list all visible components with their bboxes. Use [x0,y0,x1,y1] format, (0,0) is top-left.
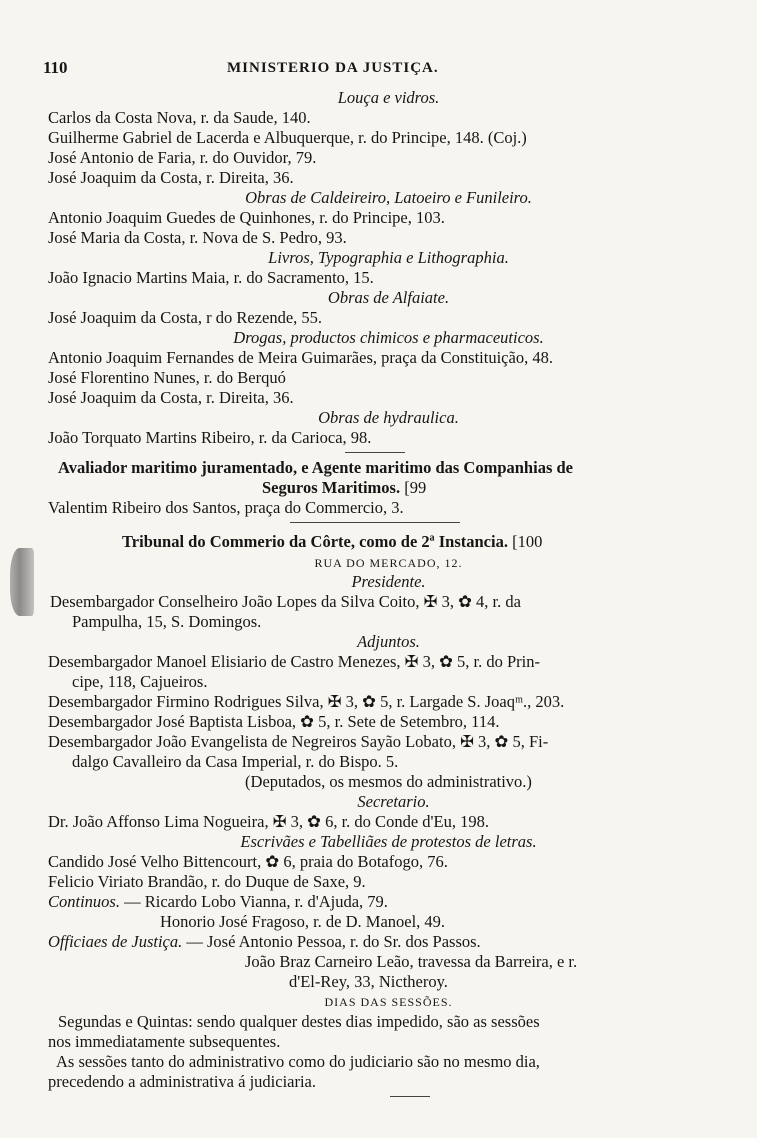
paragraph: precedendo a administrativa á judiciaria. [48,1072,317,1091]
list-item: João Ignacio Martins Maia, r. do Sacramento, 15. [48,268,374,287]
list-item: Desembargador Firmino Rodrigues Silva, ✠ 3, ✿ 5, r. Largade S. Joaqᵐ., 203. [48,692,565,711]
section-heading-hydraulica: Obras de hydraulica. [318,408,459,427]
list-item: cipe, 118, Cajueiros. [72,672,208,691]
section-divider [345,452,405,453]
section-divider [290,522,460,523]
page-number: 110 [43,58,68,77]
list-item: Candido José Velho Bittencourt, ✿ 6, praia do Botafogo, 76. [48,852,448,871]
list-item: João Braz Carneiro Leão, travessa da Barreira, e r. [245,952,578,971]
list-item: — Ricardo Lobo Vianna, r. d'Ajuda, 79. [124,892,388,911]
list-item: Carlos da Costa Nova, r. da Saude, 140. [48,108,311,127]
avaliador-ref: [99 [404,478,427,497]
section-heading-alfaiate: Obras de Alfaiate. [327,288,450,307]
tribunal-ref: [100 [512,532,543,551]
list-item: José Joaquim da Costa, r do Rezende, 55. [48,308,323,327]
dias-heading: DIAS DAS SESSÕES. [324,995,453,1009]
escrivaes-heading: Escrivães e Tabelliães de protestos de letras. [240,832,537,851]
list-item: Desembargador Manoel Elisiario de Castro Menezes, ✠ 3, ✿ 5, r. do Prin- [48,652,540,671]
avaliador-subtitle: Seguros Maritimos. [262,478,401,497]
list-item: João Torquato Martins Ribeiro, r. da Carioca, 98. [48,428,372,447]
section-heading-livros: Livros, Typographia e Lithographia. [268,248,509,267]
list-item: José Maria da Costa, r. Nova de S. Pedro, 93. [48,228,347,247]
list-item: Guilherme Gabriel de Lacerda e Albuquerque, r. do Principe, 148. (Coj.) [48,128,527,147]
presidente-heading: Presidente. [351,572,426,591]
section-heading-drogas: Drogas, productos chimicos e pharmaceuticos. [233,328,544,347]
list-item: Desembargador Conselheiro João Lopes da Silva Coito, ✠ 3, ✿ 4, r. da [50,592,521,611]
paragraph: As sessões tanto do administrativo como do judiciario são no mesmo dia, [56,1052,540,1071]
avaliador-title: Avaliador maritimo juramentado, e Agente maritimo das Companhias de [58,458,573,477]
list-item: Valentim Ribeiro dos Santos, praça do Commercio, 3. [48,498,404,517]
ink-stain-mark [10,548,34,616]
list-item: Dr. João Affonso Lima Nogueira, ✠ 3, ✿ 6, r. do Conde d'Eu, 198. [48,812,489,831]
deputados-note: (Deputados, os mesmos do administrativo.) [245,772,532,791]
paragraph: Segundas e Quintas: sendo qualquer destes dias impedido, são as sessões [58,1012,540,1031]
list-item: — José Antonio Pessoa, r. do Sr. dos Passos. [186,932,481,951]
list-item: dalgo Cavalleiro da Casa Imperial, r. do Bispo. 5. [72,752,399,771]
tribunal-address: RUA DO MERCADO, 12. [314,556,463,570]
list-item: José Florentino Nunes, r. do Berquó [48,368,286,387]
officiaes-line [0,932,757,952]
avaliador-title-line2 [262,478,757,498]
officiaes-label: Officiaes de Justiça. [48,932,183,951]
list-item: Honorio José Fragoso, r. de D. Manoel, 49. [160,912,446,931]
running-title: MINISTERIO DA JUSTIÇA. [227,60,439,76]
section-heading-louca: Louça e vidros. [337,88,440,107]
tribunal-title-line [122,532,757,552]
adjuntos-heading: Adjuntos. [357,632,420,651]
list-item: José Joaquim da Costa, r. Direita, 36. [48,168,294,187]
list-item: Antonio Joaquim Fernandes de Meira Guimarães, praça da Constituição, 48. [48,348,553,367]
list-item: Pampulha, 15, S. Domingos. [72,612,262,631]
list-item: José Joaquim da Costa, r. Direita, 36. [48,388,294,407]
list-item: Felicio Viriato Brandão, r. do Duque de Saxe, 9. [48,872,366,891]
section-heading-caldeireiro: Obras de Caldeireiro, Latoeiro e Funileiro. [245,188,532,207]
continuos-line [0,892,757,912]
end-divider [390,1096,430,1097]
list-item: José Antonio de Faria, r. do Ouvidor, 79. [48,148,317,167]
list-item: Desembargador João Evangelista de Negreiros Sayão Lobato, ✠ 3, ✿ 5, Fi- [48,732,549,751]
tribunal-title: Tribunal do Commerio da Côrte, como de 2ª Instancia. [122,532,508,551]
list-item: Desembargador José Baptista Lisboa, ✿ 5, r. Sete de Setembro, 114. [48,712,500,731]
secretario-heading: Secretario. [357,792,430,811]
list-item: Antonio Joaquim Guedes de Quinhones, r. do Principe, 103. [48,208,445,227]
list-item: d'El-Rey, 33, Nictheroy. [289,972,448,991]
continuos-label: Continuos. [48,892,120,911]
paragraph: nos immediatamente subsequentes. [48,1032,281,1051]
